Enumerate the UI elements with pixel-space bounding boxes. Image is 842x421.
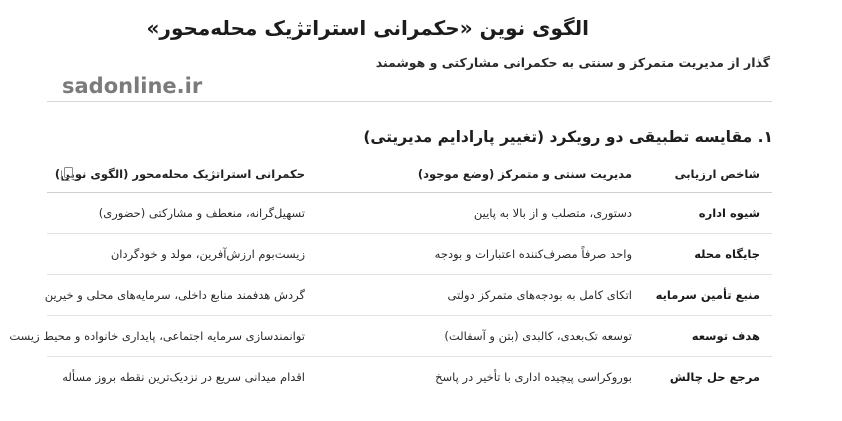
column-header-criterion: شاخص ارزیابی: [674, 166, 760, 181]
table-row: [9, 316, 772, 357]
table-row: [47, 193, 772, 234]
copy-icon[interactable]: [60, 166, 74, 181]
criterion-cell: هدف توسعه: [691, 329, 760, 343]
site-watermark: sadonline.ir: [62, 74, 203, 98]
comparison-table: [9, 155, 772, 397]
criterion-cell: منبع تأمین سرمایه: [655, 288, 760, 302]
traditional-cell: دستوری، متصلب و از بالا به پایین: [473, 206, 632, 220]
criterion-cell: شیوه اداره: [698, 206, 760, 220]
new-model-cell: زیست‌بوم ارزش‌آفرین، مولد و خودگردان: [110, 247, 305, 261]
traditional-cell: توسعه تک‌بعدی، کالبدی (بتن و آسفالت): [444, 329, 632, 343]
traditional-cell: بوروکراسی پیچیده اداری با تأخیر در پاسخ: [435, 370, 632, 384]
column-header-new-model: حکمرانی استراتژیک محله‌محور (الگوی نوین): [54, 166, 305, 181]
article-subtitle: گذار از مدیریت متمرکز و سنتی به حکمرانی مشارکتی و هوشمند: [375, 55, 770, 70]
new-model-cell: اقدام میدانی سریع در نزدیک‌ترین نقطه بروز مسأله: [62, 370, 305, 384]
new-model-cell: تسهیل‌گرانه، منعطف و مشارکتی (حضوری): [98, 206, 305, 220]
criterion-cell: مرجع حل چالش: [669, 370, 760, 384]
section-heading: ۱. مقایسه تطبیقی دو رویکرد (تغییر پارادایم مدیریتی): [363, 128, 773, 146]
table-row: [47, 357, 772, 397]
column-header-traditional: مدیریت سنتی و متمرکز (وضع موجود): [417, 166, 632, 181]
divider: [47, 101, 772, 102]
table-header-row: [47, 155, 772, 193]
table-row: [47, 234, 772, 275]
new-model-cell: گردش هدفمند منابع داخلی، سرمایه‌های محلی و خیرین: [44, 288, 305, 302]
traditional-cell: اتکای کامل به بودجه‌های متمرکز دولتی: [447, 288, 632, 302]
article-title: الگوی نوین «حکمرانی استراتژیک محله‌محور»: [146, 16, 589, 40]
new-model-cell: توانمندسازی سرمایه اجتماعی، پایداری خانواده و محیط زیست: [9, 329, 305, 343]
traditional-cell: واحد صرفاً مصرف‌کننده اعتبارات و بودجه: [434, 247, 632, 261]
table-row: [44, 275, 772, 316]
criterion-cell: جایگاه محله: [694, 247, 760, 261]
